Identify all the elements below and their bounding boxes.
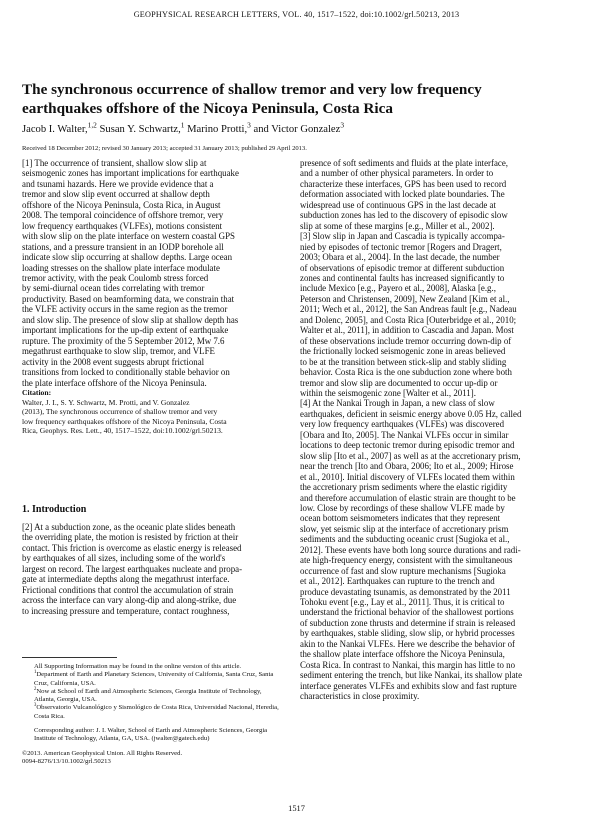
- body-line: nied by episodes of tectonic tremor [Rogers and Dragert,: [300, 241, 502, 252]
- body-line: [4] At the Nankai Trough in Japan, a new class of slow: [300, 398, 495, 409]
- abstract-line: loading stresses on the shallow plate interface modulate: [22, 262, 220, 273]
- abstract-line: activity in the 2008 event suggests abrupt frictional: [22, 356, 205, 367]
- abstract-line: and tsunami hazards. Here we provide evidence that a: [22, 178, 214, 189]
- body-line: the accretionary prism sediments where the elastic rigidity: [300, 482, 508, 493]
- intro-line: [2] At a subduction zone, as the oceanic plate slides beneath: [22, 522, 236, 532]
- title-line: The synchronous occurrence of shallow tremor and very low frequency: [22, 81, 482, 98]
- abstract-line: tremor activity, with the peak Coulomb stress forced: [22, 272, 209, 283]
- author-name: and Victor Gonzalez: [253, 124, 341, 135]
- abstract-lines: [22, 158, 284, 388]
- body-line: low. Close by recordings of these shallow VLFE made by: [300, 502, 505, 513]
- intro-line: largest on record. The largest earthquakes nucleate and propa-: [22, 563, 243, 574]
- citation: [22, 388, 284, 436]
- footnotes: [22, 663, 284, 766]
- abstract-line: by semi-diurnal ocean tides correlating with tremor: [22, 283, 205, 294]
- footnote-supporting-info: All Supporting Information may be found in the online version of this article.: [34, 663, 242, 670]
- abstract-line: tremor and slow slip event occurred at shallow depth: [22, 189, 210, 200]
- abstract-line: transitions from locked to conditionally stable behavior on: [22, 367, 230, 378]
- abstract-line: [1] The occurrence of transient, shallow slow slip at: [22, 158, 207, 168]
- abstract: [22, 158, 284, 436]
- introduction-text: [22, 522, 284, 616]
- footnote-issn: 0094-8276/13/10.1002/grl.50213: [22, 757, 111, 765]
- body-line: the frictionally locked seismogenic zone in areas believed: [300, 346, 506, 357]
- intro-line: Frictional conditions that control the accumulation of strain: [22, 584, 234, 595]
- abstract-line: the VLFE activity occurs in the same region as the tremor: [22, 304, 228, 315]
- body-line: slip at some of these margins [e.g., Miller et al., 2002].: [300, 220, 495, 231]
- body-line: behavior. Costa Rica is the one subduction zone where both: [300, 367, 512, 378]
- footnote-divider: [22, 657, 117, 658]
- body-line: sediment entering the trench, but like Nankai, its shallow plate: [300, 670, 523, 681]
- abstract-line: offshore of the Nicoya Peninsula, Costa Rica, in August: [22, 199, 221, 210]
- intro-line: by earthquakes of all sizes, including some of the world's: [22, 553, 226, 564]
- author-name: Susan Y. Schwartz,: [99, 124, 181, 135]
- body-line: Peterson and Christensen, 2009], New Zealand [Kim et al.,: [300, 293, 510, 304]
- abstract-line: seismogenic zones has important implications for earthquake: [22, 168, 239, 179]
- body-line: 2012]. These events have both long source durations and radi-: [300, 544, 521, 555]
- abstract-line: with slow slip on the plate interface on western coastal GPS: [22, 231, 235, 242]
- body-line: the shallow plate interface offshore the Nicoya Peninsula,: [300, 649, 505, 660]
- body-line: akin to the Nankai VLFEs. Here we describe the behavior of: [300, 638, 515, 649]
- body-line: near the trench [Ito and Obara, 2006; Ito et al., 2009; Hirose: [300, 461, 514, 472]
- body-line: locations to deep tectonic tremor during episodic tremor and: [300, 440, 515, 451]
- abstract-line: productivity. Based on beamforming data, we constrain that: [22, 293, 235, 304]
- abstract-line: megathrust earthquake to slow slip, tremor, and VLFE: [22, 346, 215, 357]
- body-line: widespread use of continuous GPS in the last decade at: [300, 199, 496, 210]
- body-line: 2003; Obara et al., 2004]. In the last decade, the number: [300, 252, 500, 263]
- body-line: slow slip [Ito et al., 2007] as well as at the accretionary prism,: [300, 450, 521, 461]
- body-line: slow, yet seismic slip at the interface of accretionary prism: [300, 523, 509, 534]
- body-line: tremor and slow slip are documented to occur up-dip or: [300, 377, 498, 388]
- body-line: presence of soft sediments and fluids at the plate interface,: [300, 158, 508, 168]
- abstract-line: stations, and a pressure transient in an IODP borehole all: [22, 241, 224, 252]
- citation-line: Rica, Geophys. Res. Lett., 40, 1517–1522, doi:10.1002/grl.50213.: [22, 426, 223, 436]
- body-line: earthquakes, deficient in seismic energy above 0.05 Hz, called: [300, 408, 522, 419]
- title-line: earthquakes offshore of the Nicoya Peninsula, Costa Rica: [22, 100, 393, 117]
- author-affiliation-mark: 3: [247, 120, 251, 130]
- footnote-corresponding-author: Corresponding author: J. I. Walter, School of Earth and Atmospheric Sciences, Georgia Institute of Technology, Atlanta, GA, USA. (jwalter@gatech.edu): [34, 727, 268, 743]
- body-line: [Obara and Ito, 2005]. The Nankai VLFEs occur in similar: [300, 429, 509, 440]
- citation-label: Citation:: [22, 387, 52, 397]
- footnote-affiliation-text: Observatorio Vulcanológico y Sismológico de Costa Rica, Universidad Nacional, Heredia, Costa Rica.: [34, 704, 279, 720]
- citation-line: Walter, J. I., S. Y. Schwartz, M. Protti, and V. Gonzalez: [22, 397, 190, 407]
- page-number: 1517: [288, 804, 305, 813]
- footnote-affiliation-text: Now at School of Earth and Atmospheric Sciences, Georgia Institute of Technology, Atlanta, Georgia, USA.: [34, 687, 262, 704]
- body-line: by earthquakes, stable sliding, slow slip, or hybrid processes: [300, 628, 515, 639]
- received-dates: Received 18 December 2012; revised 30 January 2013; accepted 31 January 2013; published 29 April 2013.: [22, 145, 307, 152]
- article-title: [22, 80, 572, 118]
- abstract-line: low frequency earthquakes (VLFEs), motions consistent: [22, 220, 223, 231]
- intro-line: across the interface can vary along-dip and along-strike, due: [22, 595, 237, 606]
- intro-line: to increasing pressure and temperature, contact roughness,: [22, 605, 230, 616]
- abstract-line: the plate interface offshore of the Nicoya Peninsula.: [22, 377, 207, 388]
- author-list: [22, 120, 582, 135]
- footnote-copyright: ©2013. American Geophysical Union. All Rights Reserved.: [22, 749, 183, 757]
- body-line: understand the frictional behavior of the shallowest portions: [300, 607, 514, 618]
- author-name: Jacob I. Walter,: [22, 124, 88, 135]
- body-line: of these observations include tremor occurring down-dip of: [300, 335, 512, 346]
- abstract-line: indicate slow slip occurring at shallow depths. Large ocean: [22, 252, 233, 263]
- body-line: et al., 2010]. Initial discovery of VLFEs located them within: [300, 471, 515, 482]
- footnote-affiliation-2: $^2$Now at School of Earth and Atmospheric Sciences, Georgia Institute of Technology, Atlanta, Georgia, USA.: [34, 686, 262, 704]
- intro-line: the overriding plate, the motion is resisted by friction at their: [22, 532, 239, 543]
- body-line: deformation associated with locked plate boundaries. The: [300, 189, 505, 200]
- body-line: very low frequency earthquakes (VLFEs) was discovered: [300, 419, 505, 430]
- body-line: to be at the transition between stick-slip and stably sliding: [300, 356, 507, 367]
- body-line: and Dolenc, 2005], and Costa Rica [Outerbridge et al., 2010;: [300, 314, 517, 325]
- body-line: occurrence of fast and slow rupture mechanisms [Sugioka: [300, 565, 506, 576]
- body-line: and a number of other physical parameters. In order to: [300, 168, 494, 179]
- abstract-line: 2008. The temporal coincidence of offshore tremor, very: [22, 210, 224, 221]
- body-line: Walter et al., 2011], in addition to Cascadia and Japan. Most: [300, 325, 514, 336]
- body-line: [3] Slow slip in Japan and Cascadia is typically accompa-: [300, 231, 505, 242]
- intro-line: contact. This friction is overcome as elastic energy is released: [22, 542, 242, 553]
- section-heading: 1. Introduction: [22, 504, 87, 515]
- citation-line: low frequency earthquakes offshore of the Nicoya Peninsula, Costa: [22, 416, 227, 426]
- body-line: produce devastating tsunamis, as demonstrated by the 2011: [300, 586, 511, 597]
- author-affiliation-mark: 1: [180, 120, 185, 130]
- citation-text: [22, 398, 284, 436]
- author-name: Marino Protti,: [187, 124, 248, 135]
- body-line: of observations of episodic tremor at different subduction: [300, 262, 505, 273]
- body-line: interface generates VLFEs and exhibits slow and fast rupture: [300, 680, 517, 691]
- footnote-affiliation-3: $^3$Observatorio Vulcanológico y Sismológico de Costa Rica, Universidad Nacional, Heredia, Costa Rica.: [34, 703, 279, 720]
- citation-line: (2013), The synchronous occurrence of shallow tremor and very: [22, 407, 218, 417]
- author-affiliation-mark: 1,2: [87, 120, 97, 130]
- body-line: include Mexico [e.g., Payero et al., 2008], Alaska [e.g.,: [300, 283, 496, 294]
- footnote-affiliation-text: Department of Earth and Planetary Sciences, University of California, Santa Cruz, Santa Cruz, California, USA.: [34, 671, 274, 687]
- body-line: ate high-frequency energy, consistent with the simultaneous: [300, 555, 513, 566]
- body-line: of subduction zone thrusts and determine if strain is released: [300, 617, 516, 628]
- abstract-line: rupture. The proximity of the 5 September 2012, Mw 7.6: [22, 335, 225, 346]
- body-line: subduction zones has led to the discovery of episodic slow: [300, 210, 508, 221]
- author-affiliation-mark: 3: [340, 120, 345, 130]
- body-line: Tohoku event [e.g., Lay et al., 2011]. Thus, it is critical to: [300, 597, 505, 608]
- body-line: and therefore accumulation of elastic strain are thought to be: [300, 492, 516, 503]
- body-line: characterize these interfaces, GPS has been used to record: [300, 178, 507, 189]
- body-line: within the seismogenic zone [Walter et al., 2011].: [300, 387, 476, 398]
- intro-line: gate at intermediate depths along the megathrust interface.: [22, 574, 230, 585]
- footnote-affiliation-1: $^1$Department of Earth and Planetary Sciences, University of California, Santa Cruz, Santa Cruz, California, USA.: [34, 670, 274, 687]
- body-line: ocean bottom seismometers indicates that they represent: [300, 513, 501, 524]
- body-line: sediments and the subducting oceanic crust [Sugioka et al.,: [300, 534, 510, 545]
- running-head: GEOPHYSICAL RESEARCH LETTERS, VOL. 40, 1517–1522, doi:10.1002/grl.50213, 2013: [133, 10, 460, 19]
- body-line: Costa Rica. In contrast to Nankai, this margin has little to no: [300, 659, 516, 670]
- body-line: characteristics in close proximity.: [300, 691, 420, 702]
- abstract-line: important implications for the up-dip extent of earthquake: [22, 325, 229, 336]
- body-line: 2011; Wech et al., 2012], the San Andreas fault [e.g., Nadeau: [300, 304, 517, 315]
- body-line: et al., 2012]. Earthquakes can rupture to the trench and: [300, 576, 495, 587]
- abstract-line: and slow slip. The presence of slow slip at shallow depth has: [22, 314, 239, 325]
- right-column-text: [300, 158, 572, 702]
- body-line: zones and continental faults has increased significantly to: [300, 272, 505, 283]
